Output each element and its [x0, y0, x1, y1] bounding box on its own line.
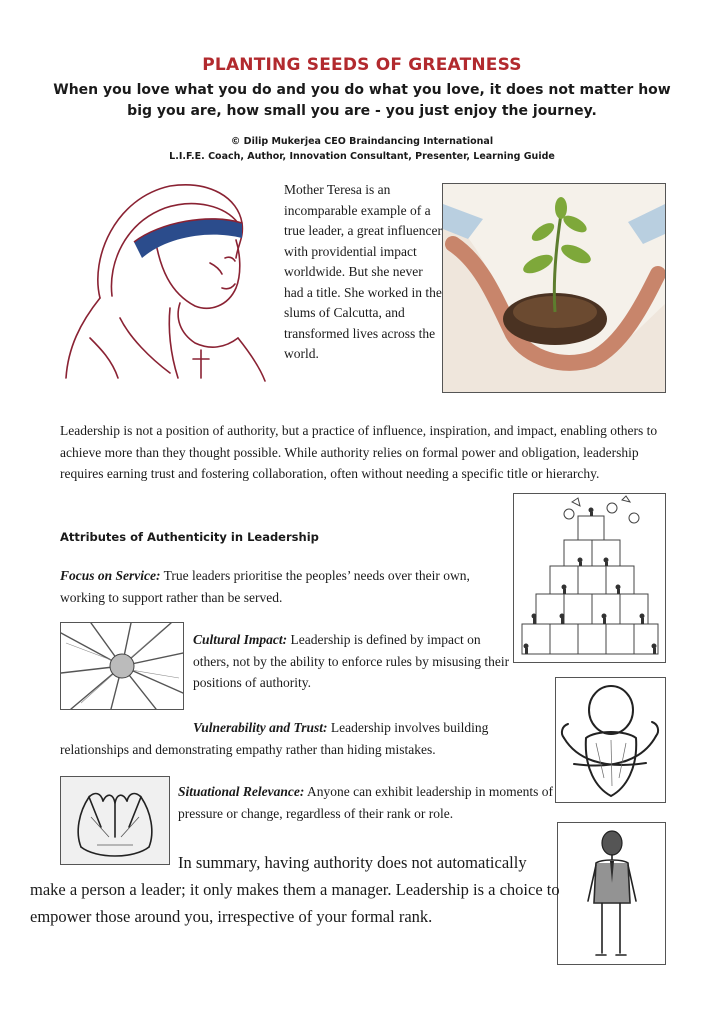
- quote-subtitle: When you love what you do and you do what you love, it does not matter how big you are, how small you are - you just enjoy the journey.: [53, 82, 671, 119]
- people-pyramid-sketch: [513, 493, 666, 663]
- attribute-text: Leadership is defined by impact on others, not by the ability to enforce rules by misusing their positions of authority.: [193, 632, 510, 690]
- attribute-text: Anyone can exhibit leadership in moments of pressure or change, regardless of their rank or role.: [178, 784, 553, 821]
- attribute-text: True leaders prioritise the peoples’ needs over their own, working to support rather than be served.: [60, 568, 470, 605]
- summary-text: In summary, having authority does not automatically make a person a leader; it only makes them a manager. Leadership is a choice to empower those around you, irrespective of your formal rank.: [30, 853, 560, 926]
- intro-text: Mother Teresa is an incomparable example of a true leader, a great influencer with providential impact worldwide. But she never had a title. She worked in the slums of Calcutta, and transformed lives across the world.: [284, 182, 442, 361]
- attribute-focus-on-service: [60, 565, 505, 608]
- attribute-text: Leadership involves building relationships and demonstrating empathy rather than hiding mistakes.: [60, 720, 489, 757]
- self-hug-figure-sketch: [555, 677, 666, 803]
- attribute-label: Situational Relevance:: [178, 784, 305, 799]
- roles-line: L.I.F.E. Coach, Author, Innovation Consultant, Presenter, Learning Guide: [169, 151, 555, 162]
- seedling-in-hands-image: [442, 183, 666, 393]
- businessman-sketch: [557, 822, 666, 965]
- attribute-vulnerability-and-trust: [60, 717, 555, 760]
- attribute-label: Vulnerability and Trust:: [193, 720, 328, 735]
- author-line: © Dilip Mukerjea CEO Braindancing International: [230, 136, 494, 147]
- hands-together-sketch: [60, 622, 184, 710]
- attribute-label: Cultural Impact:: [193, 632, 288, 647]
- leadership-paragraph: Leadership is not a position of authority, but a practice of influence, inspiration, and impact, enabling others to achieve more than they thought possible. While authority relies on formal power and obligation, leadership requires earning trust and fostering collaboration, often without needing a specific title or hierarchy.: [60, 423, 658, 481]
- attributes-heading: Attributes of Authenticity in Leadership: [60, 530, 319, 544]
- mother-teresa-illustration: [60, 178, 270, 383]
- attribute-label: Focus on Service:: [60, 568, 161, 583]
- page-title: PLANTING SEEDS OF GREATNESS: [202, 55, 522, 75]
- author-credit: [0, 134, 724, 164]
- attribute-situational-relevance: [178, 781, 553, 824]
- attribute-cultural-impact: [193, 629, 513, 694]
